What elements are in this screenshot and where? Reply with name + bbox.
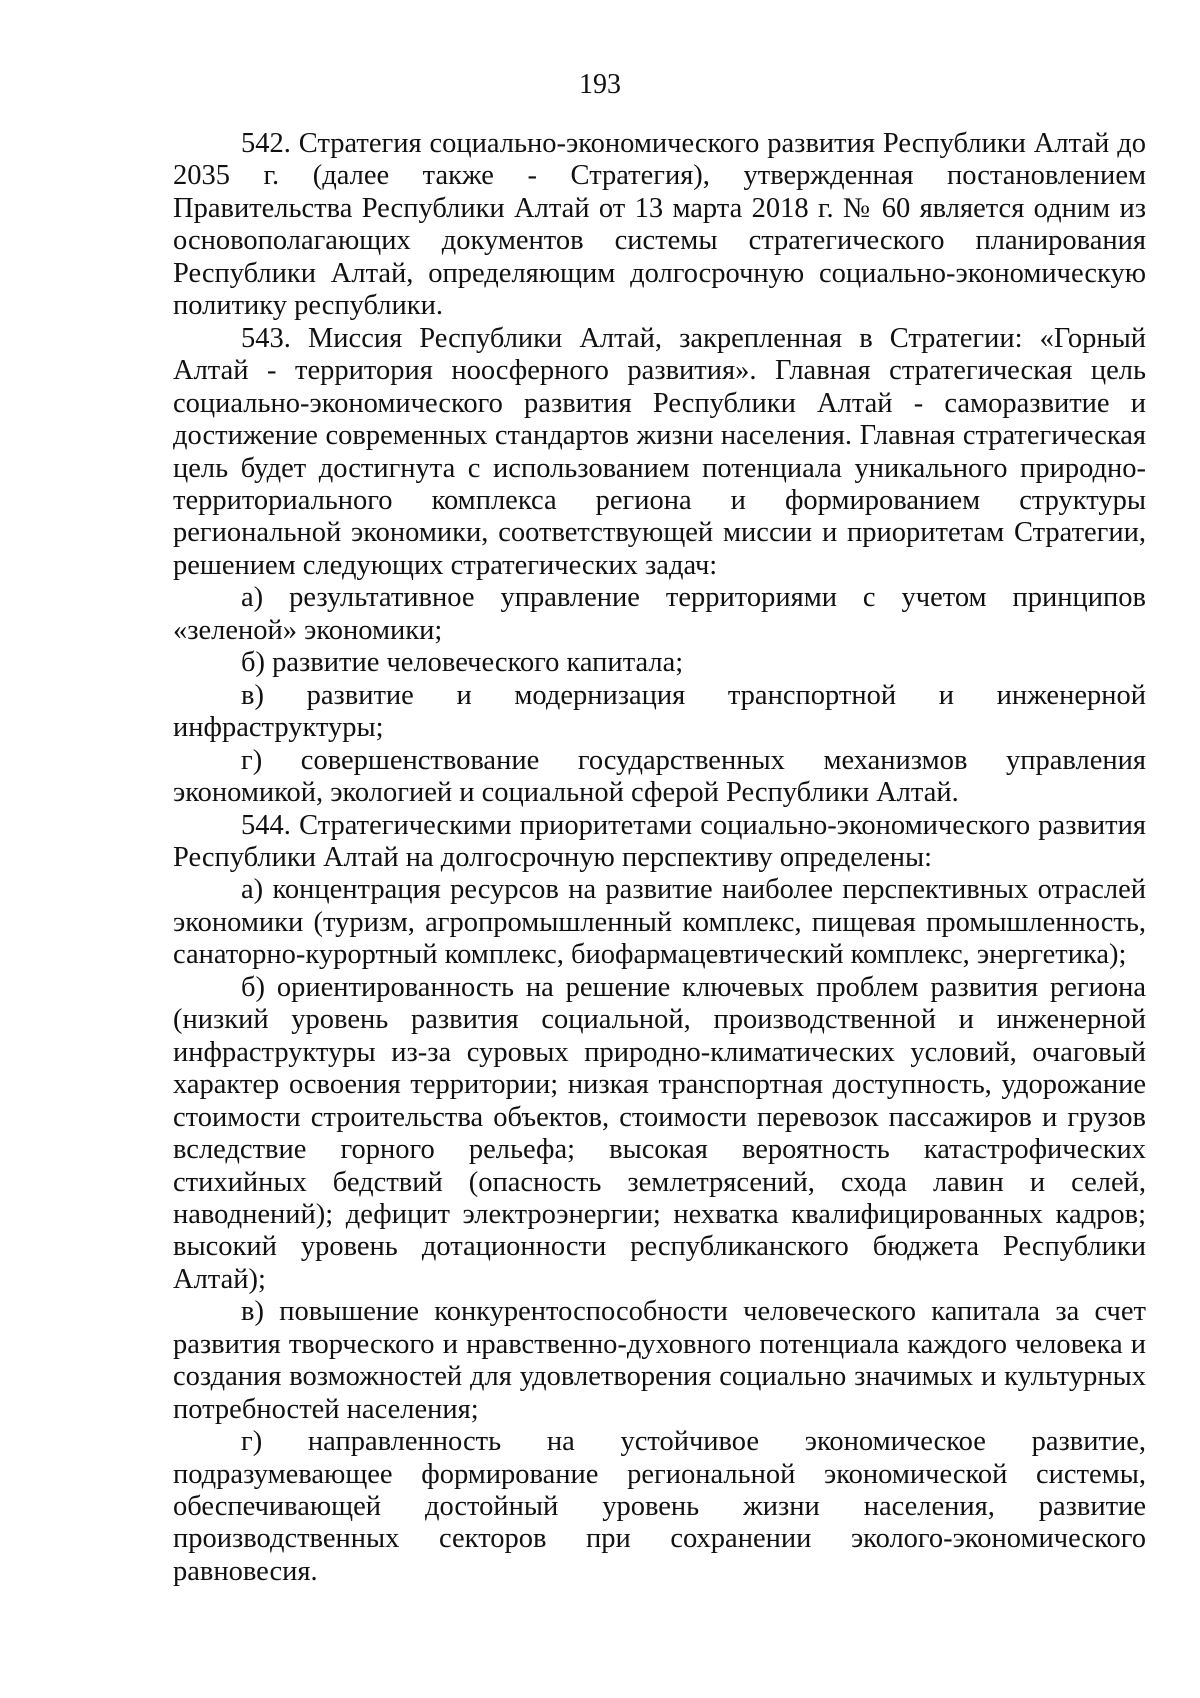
- priority-item-b: б) ориентированность на решение ключевых проблем развития региона (низкий уровень развития социальной, производственной и инженерной инфраструктуры из-за суровых природно-климатических условий, очаговый характер освоения территории; низкая транспортная доступность, удорожание стоимости строительства объектов, стоимости перевозок пассажиров и грузов вследствие горного рельефа; высокая вероятность катастрофических стихийных бедствий (опасность землетрясений, схода лавин и селей, наводнений); дефицит электроэнергии; нехватка квалифицированных кадров; высокий уровень дотационности республиканского бюджета Республики Алтай);: [173, 971, 1146, 1295]
- priority-item-g: г) направленность на устойчивое экономическое развитие, подразумевающее формирование региональной экономической системы, обеспечивающей достойный уровень жизни населения, развитие производственных секторов при сохранении эколого-экономического равновесия.: [173, 1426, 1146, 1587]
- paragraph-542: 542. Стратегия социально-экономического развития Республики Алтай до 2035 г. (далее также - Стратегия), утвержденная постановлением Правительства Республики Алтай от 13 марта 2018 г. № 60 является одним из основополагающих документов системы стратегического планирования Республики Алтай, определяющим долгосрочную социально-экономическую политику республики.: [173, 128, 1146, 322]
- task-item-b: б) развитие человеческого капитала;: [241, 647, 684, 679]
- task-item-v: в) развитие и модернизация транспортной и инженерной инфраструктуры;: [173, 679, 1146, 744]
- paragraph-543: 543. Миссия Республики Алтай, закрепленная в Стратегии: «Горный Алтай - территория ноосферного развития». Главная стратегическая цель социально-экономического развития Республики Алтай - саморазвитие и достижение современных стандартов жизни населения. Главная стратегическая цель будет достигнута с использованием потенциала уникального природно-территориального комплекса региона и формированием структуры региональной экономики, соответствующей миссии и приоритетам Стратегии, решением следующих стратегических задач:: [173, 322, 1146, 581]
- paragraph-544: 544. Стратегическими приоритетами социально-экономического развития Республики Алтай на долгосрочную перспективу определены:: [173, 809, 1146, 873]
- priority-item-a: а) концентрация ресурсов на развитие наиболее перспективных отраслей экономики (туризм, агропромышленный комплекс, пищевая промышленность, санаторно-курортный комплекс, биофармацевтический комплекс, энергетика);: [173, 874, 1146, 971]
- task-item-g: г) совершенствование государственных механизмов управления экономикой, экологией и социальной сферой Республики Алтай.: [173, 744, 1146, 809]
- task-item-a: а) результативное управление территориями с учетом принципов «зеленой» экономики;: [173, 582, 1146, 646]
- document-body: [173, 128, 1146, 1588]
- priority-item-v: в) повышение конкурентоспособности человеческого капитала за счет развития творческого и нравственно-духовного потенциала каждого человека и создания возможностей для удовлетворения социально значимых и культурных потребностей населения;: [173, 1296, 1146, 1425]
- page-number: 193: [579, 69, 621, 100]
